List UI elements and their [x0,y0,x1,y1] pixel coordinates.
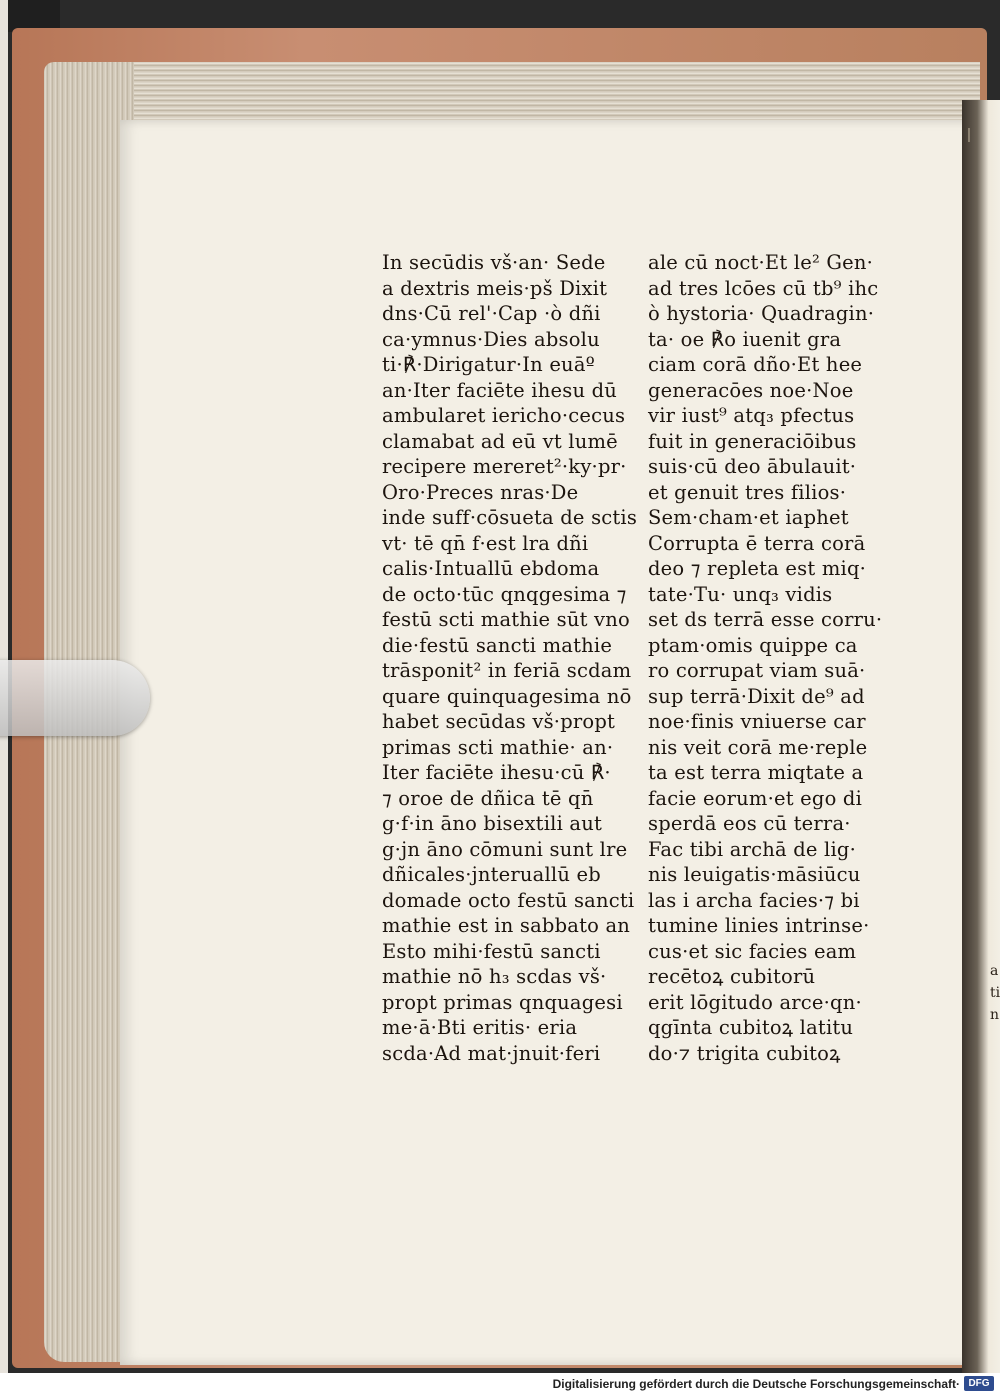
text-line: me·ā·Bti eritis· eria [382,1016,578,1039]
text-line: trāsponit² in feriā scdam [382,659,632,682]
text-line: qgīnta cubitoꝝ latitu [648,1016,854,1039]
footer-credit: Digitalisierung gefördert durch die Deutsche Forschungsgemeinschaft· [552,1377,960,1391]
text-line: ptam·omis quippe ca [648,633,858,657]
text-line: sup terrā·Dixit de⁹ ad [648,684,865,708]
text-line: ciam corā dño·Et hee [648,353,863,376]
text-line: ro corrupat viam suā· [648,659,866,682]
next-page-fragment: n [990,1007,1000,1023]
text-line: do·⁊ trigita cubitoꝝ [648,1041,841,1065]
dfg-logo: DFG [964,1376,994,1391]
text-line: ta est terra miqtate a [648,761,864,784]
text-line: deo ⁊ repleta est miq· [648,557,867,580]
text-line: g·jn āno cōmuni sunt lre [382,837,628,861]
text-line: In secūdis vš·an· Sede [382,251,606,274]
text-line: die·festū sancti mathie [382,633,613,657]
text-line: primas scti mathie· an· [382,735,614,759]
text-line: et genuit tres filios· [648,480,847,504]
text-line: Sem·cham·et iaphet [648,506,849,529]
text-column-left [382,250,638,1066]
text-line: ambularet iericho·cecus [382,404,626,427]
text-line: domade octo festū sancti [382,888,635,912]
text-line: Iter faciēte ihesu·cū ℟· [382,761,611,784]
text-line: erit lōgitudo arce·qn· [648,990,862,1014]
next-page-fragment: ti [990,985,1000,1001]
text-line: cus·et sic facies eam [648,939,857,963]
text-line: vt· tē qn̄ f·est lra dñi [382,531,589,555]
text-line: ta· oe ℟o iuenit gra [648,327,842,351]
text-line: quare quinquagesima nō [382,684,632,708]
text-line: g·f·in āno bisextili aut [382,812,603,835]
text-line: ò hystoria· Quadragin· [648,302,875,325]
text-line: mathie nō h₃ scdas vš· [382,965,607,988]
text-line: clamabat ad eū vt lumē [382,429,618,453]
text-line: inde suff·cōsueta de sctis [382,506,638,529]
text-line: festū scti mathie sūt vno [382,608,630,631]
text-line: ti·℟·Dirigatur·In euāº [382,353,596,376]
text-line: nis veit corā me·reple [648,735,868,759]
text-line: propt primas qnquagesi [382,990,623,1014]
text-line: mathie est in sabbato an [382,914,631,937]
folio-mark [968,128,976,142]
text-line: ale cū noct·Et le² Gen· [648,251,874,274]
text-line: scda·Ad mat·jnuit·feri [382,1041,601,1065]
text-line: calis·Intuallū ebdoma [382,557,600,580]
text-line: sperdā eos cū terra· [648,812,851,835]
text-column-right [648,250,888,1066]
text-line: a dextris meis·pš Dixit [382,276,608,300]
next-page-fragments [990,960,1000,1026]
text-line: generacōes noe·Noe [648,378,854,402]
text-line: ca·ymnus·Dies absolu [382,327,600,351]
text-line: noe·finis vniuerse car [648,710,866,733]
text-line: Corrupta ē terra corā [648,531,866,555]
next-page-fragment: a [990,963,999,979]
text-line: habet secūdas vš·propt [382,710,616,733]
text-line: tumine linies intrinse· [648,914,870,937]
text-line: recētoꝝ cubitorū [648,965,816,988]
text-line: Oro·Preces nras·De [382,480,579,504]
text-line: tate·Tu· unq₃ vidis [648,582,833,606]
text-line: las i archa facies·⁊ bi [648,888,860,912]
footer [0,1373,1000,1395]
text-line: vir iust⁹ atq₃ pfectus [648,404,855,427]
text-line: set ds terrā esse corru· [648,608,883,631]
text-line: ad tres lcōes cū tb⁹ ihc [648,276,879,300]
text-line: suis·cū deo ābulauit· [648,455,857,478]
text-line: Fac tibi archā de lig· [648,837,856,861]
text-line: recipere mereret²·ky·pr· [382,455,627,478]
text-line: Esto mihi·festū sancti [382,939,601,963]
book-gutter [962,100,1000,1373]
text-line: an·Iter faciēte ihesu dū [382,378,618,402]
text-line: dns·Cū rel'·Cap ·ò dñi [382,302,601,325]
text-line: de octo·tūc qnqgesima ⁊ [382,582,627,606]
text-line: facie eorum·et ego di [648,786,863,810]
text-line: dñicales·jnteruallū eb [382,863,601,886]
text-line: nis leuigatis·māsiūcu [648,863,861,886]
transparent-ruler [0,660,150,736]
text-line: ⁊ oroe de dñica tē qn̄ [382,786,594,810]
text-line: fuit in generaciōibus [648,429,857,453]
